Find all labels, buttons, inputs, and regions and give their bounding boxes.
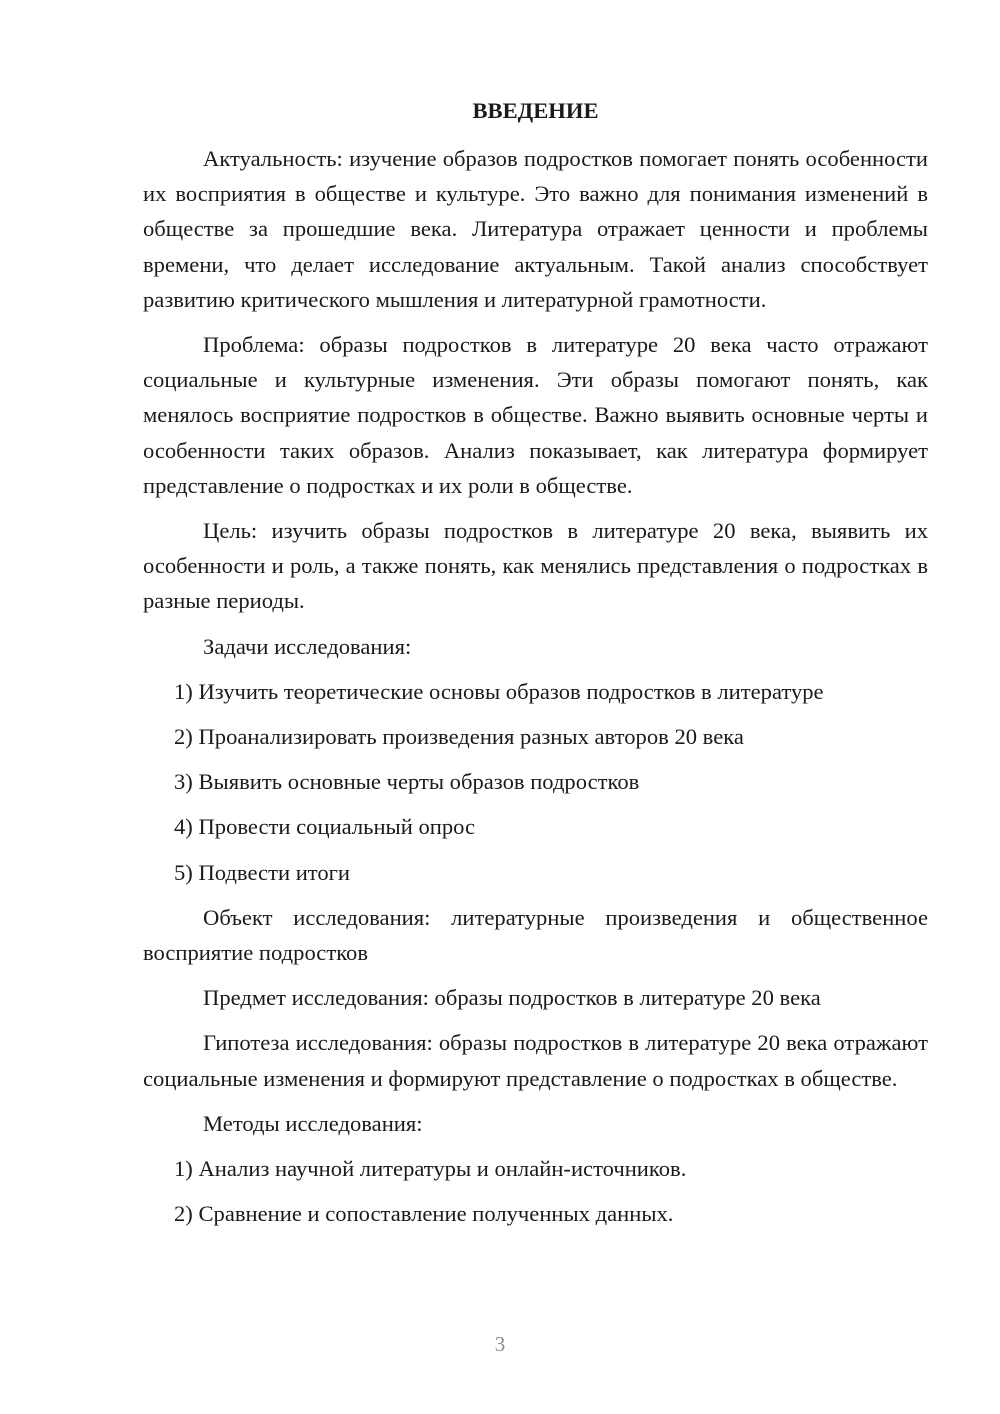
task-item: 3) Выявить основные черты образов подростков [174, 769, 640, 795]
method-item: 2) Сравнение и сопоставление полученных данных. [174, 1201, 674, 1227]
section-title: ВВЕДЕНИЕ [472, 98, 599, 123]
document-body [143, 93, 928, 1241]
task-item: 2) Проанализировать произведения разных авторов 20 века [174, 724, 744, 750]
tasks-heading: Задачи исследования: [203, 633, 412, 659]
methods-heading: Методы исследования: [203, 1110, 423, 1136]
object-paragraph: Объект исследования: литературные произведения и общественное восприятие подростков [143, 904, 928, 966]
hypothesis-paragraph: Гипотеза исследования: образы подростков в литературе 20 века отражают социальные изменения и формируют представление о подростках в обществе. [143, 1030, 928, 1091]
task-item: 5) Подвести итоги [174, 859, 351, 885]
task-item: 4) Провести социальный опрос [174, 814, 476, 840]
subject-paragraph: Предмет исследования: образы подростков в литературе 20 века [203, 985, 821, 1011]
relevance-paragraph: Актуальность: изучение образов подростков помогает понять особенности их восприятия в обществе и культуре. Это важно для понимания изменений в обществе за прошедшие века. Литература отражает ценности и проблемы времени, что делает исследование актуальным. Такой анализ способствует развитию критического мышления и литературной грамотности. [143, 146, 928, 312]
method-item: 1) Анализ научной литературы и онлайн-источников. [174, 1156, 687, 1182]
task-item: 1) Изучить теоретические основы образов подростков в литературе [174, 678, 824, 704]
problem-paragraph: Проблема: образы подростков в литературе 20 века часто отражают социальные и культурные изменения. Эти образы помогают понять, как менялось восприятие подростков в обществе. Важно выявить основные черты и особенности таких образов. Анализ показывает, как литература формирует представление о подростках и их роли в обществе. [143, 332, 928, 498]
page-number: 3 [494, 1332, 506, 1356]
goal-paragraph: Цель: изучить образы подростков в литературе 20 века, выявить их особенности и роль, а также понять, как менялись представления о подростках в разные периоды. [143, 518, 928, 614]
